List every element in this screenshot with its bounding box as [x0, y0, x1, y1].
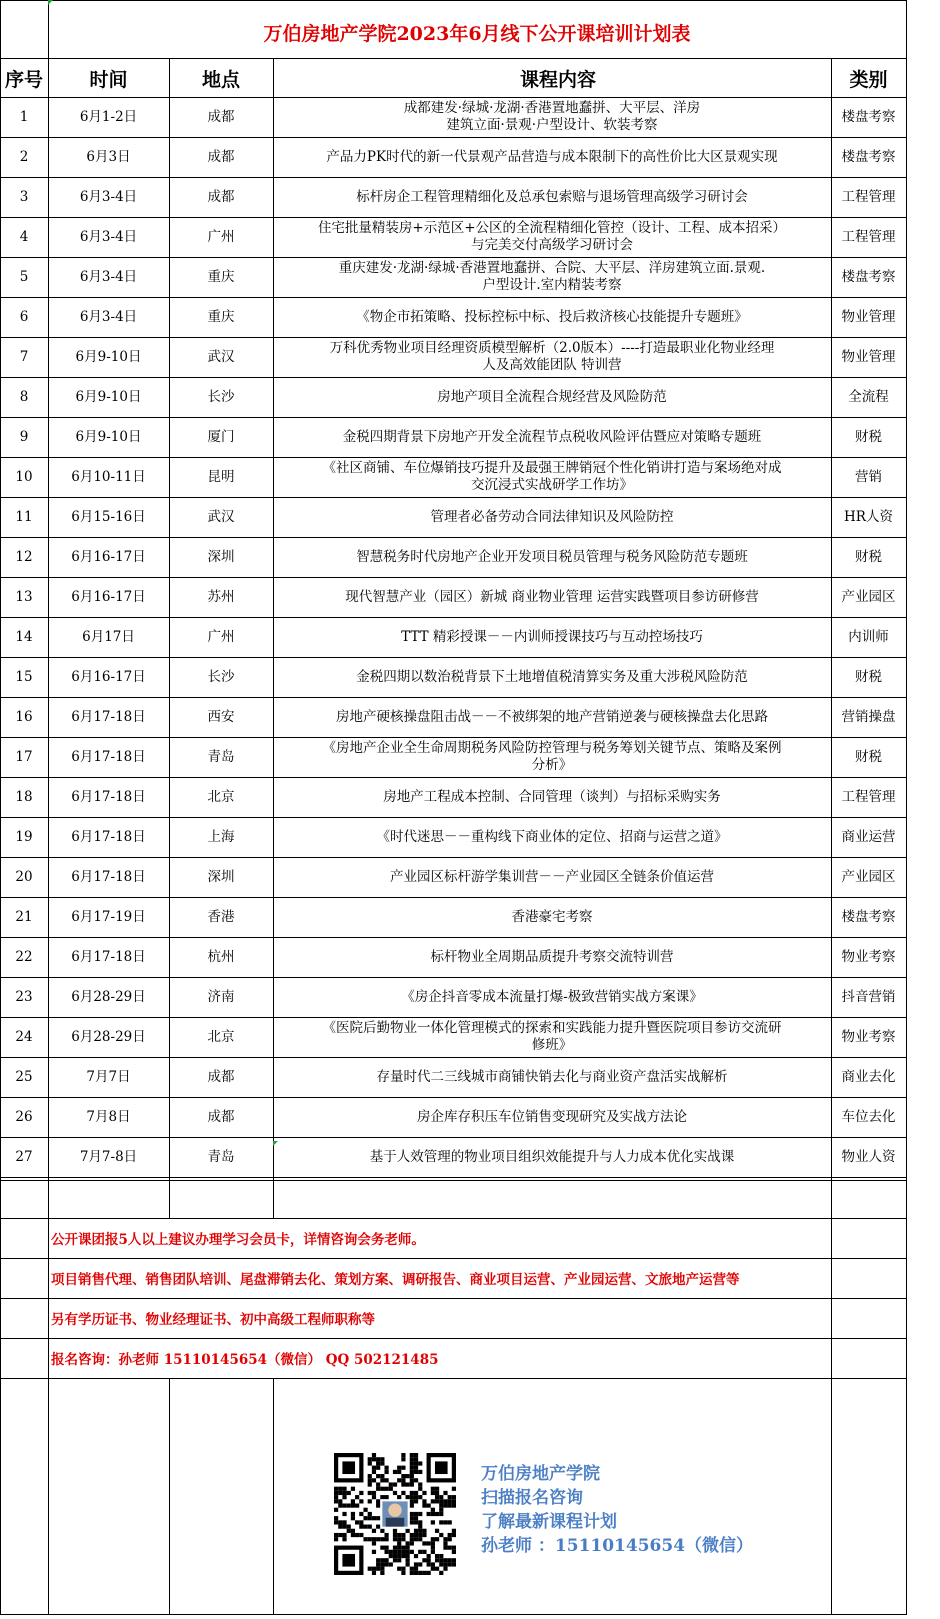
row-category: 财税 [855, 548, 882, 565]
row-course: 房企库存积压车位销售变现研究及实战方法论 [417, 1108, 687, 1125]
header-no: 序号 [4, 69, 43, 91]
row-course: 《医院后勤物业一体化管理模式的探索和实践能力提升暨医院项目参访交流研 修班》 [322, 1020, 782, 1053]
row-category: 产业园区 [841, 868, 896, 885]
header-location: 地点 [201, 69, 240, 91]
row-time: 6月10-11日 [71, 468, 146, 485]
row-location: 苏州 [207, 588, 235, 605]
row-number: 20 [15, 868, 33, 885]
page-title: 万伯房地产学院2023年6月线下公开课培训计划表 [263, 22, 691, 45]
row-time: 6月9-10日 [75, 388, 142, 405]
row-location: 重庆 [207, 308, 235, 325]
row-course: 《房地产企业全生命周期税务风险防控管理与税务筹划关键节点、策略及案例 分析》 [322, 740, 782, 773]
row-course: TTT 精彩授课－－内训师授课技巧与互动控场技巧 [401, 628, 703, 645]
row-category: 财税 [855, 668, 882, 685]
qr-code-icon [334, 1453, 456, 1575]
row-time: 6月28-29日 [71, 988, 146, 1005]
row-category: 物业管理 [841, 348, 896, 365]
row-course: 房地产工程成本控制、合同管理（谈判）与招标采购实务 [383, 788, 721, 805]
row-time: 6月17日 [82, 628, 135, 645]
row-number: 15 [15, 668, 33, 685]
row-category: 工程管理 [841, 228, 896, 245]
row-number: 4 [19, 228, 29, 245]
row-course: 基于人效管理的物业项目组织效能提升与人力成本优化实战课 [369, 1148, 735, 1165]
row-number: 24 [15, 1028, 33, 1045]
row-time: 6月15-16日 [71, 508, 146, 525]
row-number: 22 [15, 948, 33, 965]
row-number: 7 [19, 348, 29, 365]
qr-caption-line: 孙老师 ：15110145654（微信） [481, 1536, 754, 1556]
row-number: 19 [15, 828, 33, 845]
row-course: 房地产硬核操盘阻击战－－不被绑架的地产营销逆袭与硬核操盘去化思路 [336, 708, 768, 725]
row-course: 金税四期背景下房地产开发全流程节点税收风险评估暨应对策略专题班 [342, 428, 762, 445]
row-course: 产品力PK时代的新一代景观产品营造与成本限制下的高性价比大区景观实现 [326, 148, 778, 165]
row-time: 6月9-10日 [75, 428, 142, 445]
row-number: 12 [15, 548, 33, 565]
row-course: 重庆建发·龙湖·绿城·香港置地蠢拼、合院、大平层、洋房建筑立面.景观. 户型设计.室内精装考察 [338, 260, 766, 293]
row-location: 广州 [207, 628, 235, 645]
qr-caption-line: 扫描报名咨询 [481, 1488, 583, 1508]
row-time: 6月17-18日 [71, 868, 146, 885]
row-category: 商业去化 [841, 1068, 896, 1085]
row-number: 2 [19, 148, 29, 165]
row-category: 工程管理 [841, 188, 896, 205]
qr-caption-line: 万伯房地产学院 [481, 1464, 600, 1484]
row-category: 商业运营 [841, 828, 896, 845]
row-course: 存量时代二三线城市商铺快销去化与商业资产盘活实战解析 [376, 1068, 728, 1085]
row-location: 成都 [207, 1068, 235, 1085]
row-time: 6月17-18日 [71, 708, 146, 725]
row-time: 6月3-4日 [79, 268, 138, 285]
row-course: 成都建发·绿城·龙湖·香港置地蠢拼、大平层、洋房 建筑立面·景观·户型设计、软装考察 [403, 100, 701, 133]
row-category: 车位去化 [841, 1108, 896, 1125]
row-location: 成都 [207, 1108, 235, 1125]
row-category: 财税 [855, 748, 882, 765]
row-number: 13 [15, 588, 33, 605]
row-location: 厦门 [207, 428, 235, 445]
note-line: 公开课团报5人以上建议办理学习会员卡，详情咨询会务老师。 [51, 1232, 425, 1248]
row-time: 7月8日 [86, 1108, 131, 1125]
row-location: 成都 [207, 188, 235, 205]
row-category: 楼盘考察 [841, 108, 896, 125]
row-location: 杭州 [207, 948, 235, 965]
row-location: 青岛 [207, 748, 235, 765]
row-time: 6月17-18日 [71, 788, 146, 805]
row-category: 抖音营销 [841, 988, 896, 1005]
row-number: 14 [15, 628, 33, 645]
row-location: 长沙 [207, 388, 235, 405]
row-time: 6月3-4日 [79, 228, 138, 245]
row-course: 香港豪宅考察 [511, 908, 593, 925]
row-location: 长沙 [207, 668, 235, 685]
row-time: 6月3日 [86, 148, 131, 165]
row-course: 智慧税务时代房地产企业开发项目税员管理与税务风险防范专题班 [356, 548, 748, 565]
header-course: 课程内容 [519, 69, 596, 91]
row-category: 物业管理 [841, 308, 896, 325]
row-time: 6月1-2日 [79, 108, 138, 125]
row-location: 济南 [207, 988, 235, 1005]
row-course: 《房企抖音零成本流量打爆-极致营销实战方案课》 [401, 988, 703, 1005]
row-location: 北京 [207, 1028, 235, 1045]
row-category: 楼盘考察 [841, 908, 896, 925]
row-number: 11 [15, 508, 33, 525]
row-time: 6月16-17日 [71, 588, 146, 605]
note-line: 另有学历证书、物业经理证书、初中高级工程师职称等 [51, 1312, 375, 1328]
row-category: 全流程 [848, 388, 889, 405]
row-time: 6月17-18日 [71, 828, 146, 845]
row-number: 21 [15, 908, 33, 925]
row-category: 物业人资 [841, 1148, 896, 1165]
row-course: 产业园区标杆游学集训营－－产业园区全链条价值运营 [390, 868, 714, 885]
row-number: 26 [15, 1108, 33, 1125]
row-course: 《物企市拓策略、投标控标中标、投后救济核心技能提升专题班》 [356, 308, 748, 325]
note-line: 项目销售代理、销售团队培训、尾盘滞销去化、策划方案、调研报告、商业项目运营、产业园运营、文旅地产运营等 [51, 1272, 740, 1288]
row-location: 北京 [207, 788, 235, 805]
row-number: 6 [19, 308, 29, 325]
row-course: 《时代迷思－－重构线下商业体的定位、招商与运营之道》 [376, 828, 728, 845]
row-location: 成都 [207, 148, 235, 165]
row-location: 成都 [207, 108, 235, 125]
row-course: 房地产项目全流程合规经营及风险防范 [437, 388, 667, 405]
row-category: 内训师 [848, 628, 889, 645]
row-time: 6月3-4日 [79, 188, 138, 205]
cell-marker-icon [273, 1141, 278, 1146]
row-location: 武汉 [207, 508, 235, 525]
row-category: 营销操盘 [841, 708, 896, 725]
row-number: 5 [19, 268, 29, 285]
row-time: 6月17-18日 [71, 748, 146, 765]
row-time: 6月16-17日 [71, 548, 146, 565]
row-time: 6月9-10日 [75, 348, 142, 365]
row-course: 万科优秀物业项目经理资质模型解析（2.0版本）----打造最职业化物业经理 人及高效能团队 特训营 [329, 340, 775, 373]
qr-caption-line: 了解最新课程计划 [481, 1512, 617, 1532]
qr-caption [481, 1462, 753, 1558]
row-location: 西安 [207, 708, 235, 725]
row-time: 7月7-8日 [79, 1148, 138, 1165]
row-time: 6月3-4日 [79, 308, 138, 325]
row-time: 7月7日 [86, 1068, 131, 1085]
row-category: 物业考察 [841, 948, 896, 965]
row-location: 广州 [207, 228, 235, 245]
row-category: 财税 [855, 428, 882, 445]
row-location: 昆明 [207, 468, 235, 485]
row-number: 18 [15, 788, 33, 805]
row-time: 6月28-29日 [71, 1028, 146, 1045]
row-course: 《社区商铺、车位爆销技巧提升及最强王牌销冠个性化销讲打造与案场绝对成 交沉浸式实战研学工作坊》 [322, 460, 782, 493]
row-category: HR人资 [844, 508, 893, 525]
row-location: 深圳 [207, 548, 235, 565]
row-location: 香港 [207, 908, 235, 925]
header-time: 时间 [89, 69, 128, 91]
note-line: 报名咨询：孙老师 15110145654（微信） QQ 502121485 [51, 1352, 439, 1368]
row-number: 23 [15, 988, 33, 1005]
row-location: 深圳 [207, 868, 235, 885]
row-category: 楼盘考察 [841, 148, 896, 165]
row-number: 25 [15, 1068, 33, 1085]
row-course: 标杆物业全周期品质提升考察交流特训营 [430, 948, 674, 965]
row-course: 住宅批量精装房+示范区+公区的全流程精细化管控（设计、工程、成本招采） 与完美交付高级学习研讨会 [317, 220, 787, 253]
row-category: 工程管理 [841, 788, 896, 805]
row-category: 产业园区 [841, 588, 896, 605]
row-number: 17 [15, 748, 33, 765]
row-number: 8 [19, 388, 29, 405]
row-location: 青岛 [207, 1148, 235, 1165]
row-course: 标杆房企工程管理精细化及总承包索赔与退场管理高级学习研讨会 [356, 188, 748, 205]
row-course: 金税四期以数治税背景下土地增值税清算实务及重大涉税风险防范 [356, 668, 748, 685]
row-number: 16 [15, 708, 33, 725]
header-category: 类别 [849, 69, 888, 91]
row-category: 营销 [855, 468, 882, 485]
row-time: 6月17-19日 [71, 908, 146, 925]
row-number: 1 [19, 108, 29, 125]
row-location: 重庆 [207, 268, 235, 285]
row-number: 3 [19, 188, 29, 205]
row-category: 楼盘考察 [841, 268, 896, 285]
row-location: 武汉 [207, 348, 235, 365]
cell-marker-icon [48, 0, 53, 5]
row-category: 物业考察 [841, 1028, 896, 1045]
row-number: 27 [15, 1148, 33, 1165]
row-course: 管理者必备劳动合同法律知识及风险防控 [430, 508, 674, 525]
row-location: 上海 [207, 828, 235, 845]
row-number: 9 [19, 428, 29, 445]
row-number: 10 [15, 468, 33, 485]
row-course: 现代智慧产业（园区）新城 商业物业管理 运营实践暨项目参访研修营 [345, 588, 759, 605]
row-time: 6月17-18日 [71, 948, 146, 965]
row-time: 6月16-17日 [71, 668, 146, 685]
